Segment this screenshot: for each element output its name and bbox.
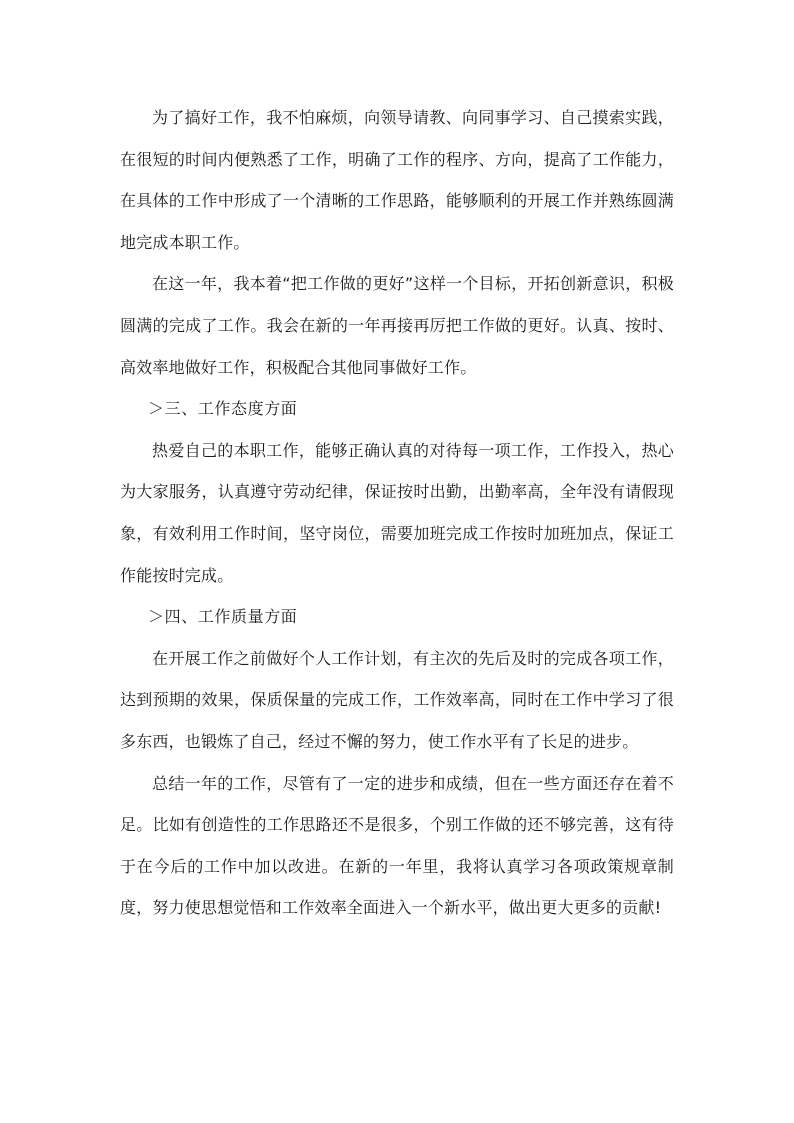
paragraph-work-approach: 为了搞好工作，我不怕麻烦，向领导请教、向同事学习、自己摸索实践，在很短的时间内便熟悉了工作，明确了工作的程序、方向，提高了工作能力，在具体的工作中形成了一个清晰的工作思路，能够顺利的开展工作并熟练圆满地完成本职工作。: [120, 108, 674, 252]
paragraph-work-attitude: 热爱自己的本职工作，能够正确认真的对待每一项工作，工作投入，热心为大家服务，认真遵守劳动纪律，保证按时出勤，出勤率高，全年没有请假现象，有效利用工作时间，坚守岗位，需要加班完成工作按时加班加点，保证工作能按时完成。: [120, 440, 674, 585]
paragraph-summary: 总结一年的工作，尽管有了一定的进步和成绩，但在一些方面还存在着不足。比如有创造性的工作思路还不是很多，个别工作做的还不够完善，这有待于在今后的工作中加以改进。在新的一年里，我将认真学习各项政策规章制度，努力使思想觉悟和工作效率全面进入一个新水平，做出更大更多的贡献!: [120, 773, 674, 918]
paragraph-year-goal: 在这一年，我本着“把工作做的更好”这样一个目标，开拓创新意识，积极圆满的完成了工作。我会在新的一年再接再厉把工作做的更好。认真、按时、高效率地做好工作，积极配合其他同事做好工作。: [120, 274, 674, 377]
document-page: [120, 97, 674, 929]
paragraph-work-quality: 在开展工作之前做好个人工作计划，有主次的先后及时的完成各项工作，达到预期的效果，保质保量的完成工作，工作效率高，同时在工作中学习了很多东西，也锻炼了自己，经过不懈的努力，使工作水平有了长足的进步。: [120, 648, 674, 751]
section-heading-work-attitude: ＞三、工作态度方面: [148, 399, 298, 419]
section-heading-work-quality: ＞四、工作质量方面: [148, 607, 298, 627]
